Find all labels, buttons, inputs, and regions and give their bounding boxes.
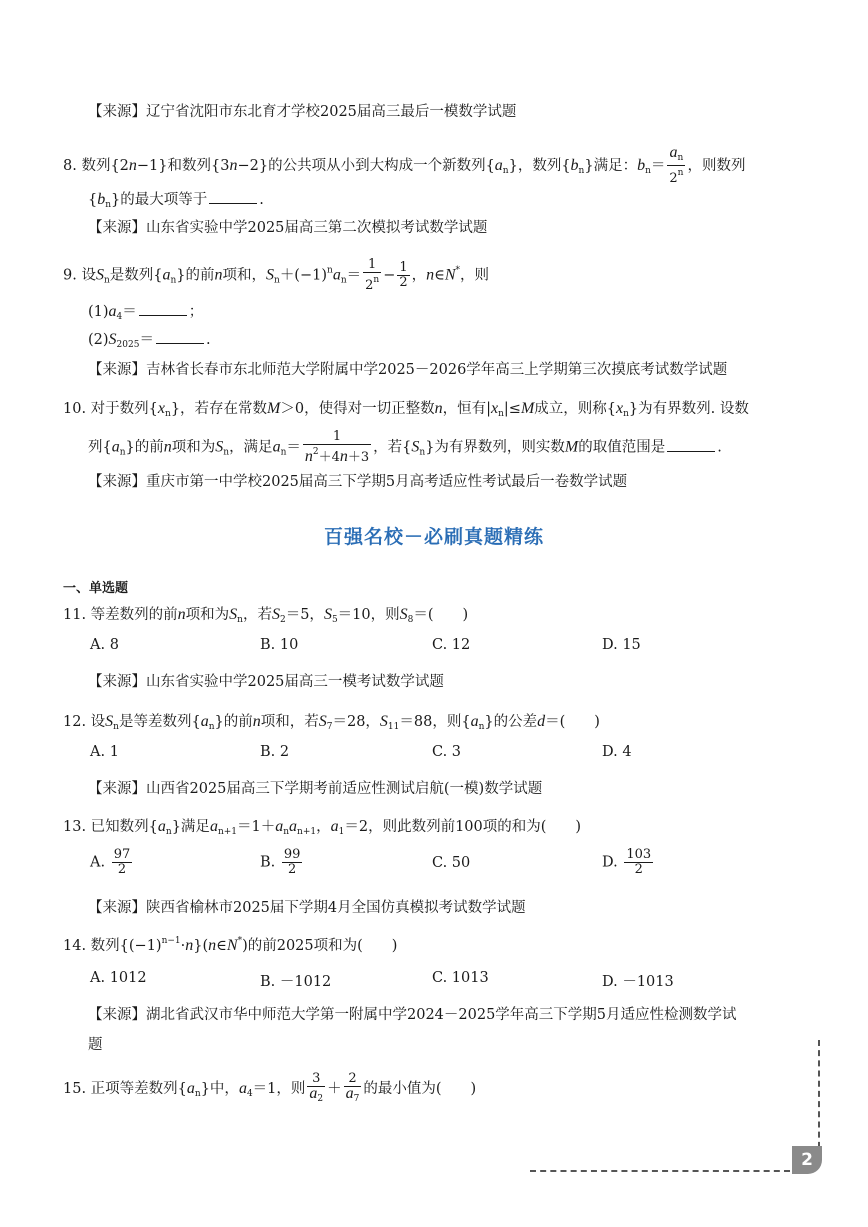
question-11: 11. 等差数列的前n项和为$S_n$，若$S_2=5$，$S_5=10$，则$S_8=$( ) [63, 606, 469, 625]
source-q14: 【来源】湖北省武汉市华中师范大学第一附属中学2024－2025学年高三下学期5月适应性检测数学试 [88, 1007, 737, 1023]
question-10-line1: 10. 对于数列$\{x_n\}$，若存在常数M＞0，使得对一切正整数n，恒有$|x_n|\le M$成立，则称$\{x_n\}$为有界数列. 设数 [63, 400, 749, 419]
choice-b[interactable]: B. $\frac{99}{2}$ [260, 847, 301, 877]
question-10-line2: 列$\{a_n\}$的前n项和为$S_n$，满足$a_n=$ $\frac{1}{n^2+4n+3}$ ，若$\{S_n\}$为有界数列，则实数M的取值范围是 . [88, 429, 722, 465]
question-9-part2: $(2)S_{2025}=$ . [88, 331, 211, 350]
answer-blank[interactable] [139, 303, 187, 316]
source-q8: 【来源】山东省实验中学2025届高三第二次模拟考试数学试题 [88, 220, 488, 236]
answer-blank[interactable] [667, 439, 715, 452]
choice-d[interactable]: D. 4 [602, 744, 632, 760]
page-number: 2 [792, 1146, 822, 1174]
question-15: 15. 正项等差数列$\{a_n\}$中，$a_4=1$，则 $\frac{3}{a_2}$ ＋ $\frac{2}{a_7}$ 的最小值为( ) [63, 1071, 477, 1104]
source-q10: 【来源】重庆市第一中学校2025届高三下学期5月高考适应性考试最后一卷数学试题 [88, 474, 628, 490]
choice-b[interactable]: B. －1012 [260, 974, 332, 990]
choice-c[interactable]: C. 50 [432, 855, 471, 871]
question-9-line1: 9. 设$S_n$是数列$\{a_n\}$的前n项和，$S_n+(-1)^na_n=$ $\frac{1}{2^n}$ − $\frac{1}{2}$ ，n∈N*，则 [63, 257, 490, 293]
choice-b[interactable]: B. 2 [260, 744, 290, 760]
choice-a[interactable]: A. $\frac{97}{2}$ [90, 847, 131, 877]
question-14: 14. 数列$\{(-1)^{n-1}\cdot n\}(n\in N^*)$的前2025项和为( ) [63, 936, 398, 954]
question-8-line2: $\{b_n\}$的最大项等于 . [88, 191, 264, 210]
source-q9: 【来源】吉林省长春市东北师范大学附属中学2025－2026学年高三上学期第三次摸底考试数学试题 [88, 362, 728, 378]
choice-d[interactable]: D. $\frac{103}{2}$ [602, 847, 652, 877]
question-12: 12. 设$S_n$是等差数列$\{a_n\}$的前n项和，若$S_7=28$，$S_{11}=88$，则$\{a_n\}$的公差d＝( ) [63, 713, 600, 732]
answer-blank[interactable] [156, 331, 204, 344]
source-q12: 【来源】山西省2025届高三下学期考前适应性测试启航(一模)数学试题 [88, 781, 543, 797]
section-title: 百强名校－必刷真题精练 [323, 526, 544, 548]
choice-d[interactable]: D. －1013 [602, 974, 674, 990]
source-q14-cont: 题 [88, 1037, 103, 1053]
question-13: 13. 已知数列$\{a_n\}$满足$a_{n+1}=1+a_na_{n+1}$，$a_1=2$，则此数列前100项的和为( ) [63, 818, 582, 837]
choice-a[interactable]: A. 1012 [90, 970, 147, 986]
choice-a[interactable]: A. 8 [90, 637, 119, 653]
answer-blank[interactable] [209, 191, 257, 204]
choice-c[interactable]: C. 3 [432, 744, 462, 760]
choice-b[interactable]: B. 10 [260, 637, 299, 653]
choice-a[interactable]: A. 1 [90, 744, 119, 760]
source-q7: 【来源】辽宁省沈阳市东北育才学校2025届高三最后一模数学试题 [88, 104, 517, 120]
source-q13: 【来源】陕西省榆林市2025届下学期4月全国仿真模拟考试数学试题 [88, 900, 526, 916]
section-subhead: 一、单选题 [63, 581, 129, 596]
source-q11: 【来源】山东省实验中学2025届高三一模考试数学试题 [88, 674, 444, 690]
question-9-part1: $(1)a_4=$ ； [88, 303, 204, 322]
choice-d[interactable]: D. 15 [602, 637, 641, 653]
question-8-line1: 8. 数列{2n−1}和数列{3n−2}的公共项从小到大构成一个新数列$\{a_n\}$，数列$\{b_n\}$满足：$b_n=$ $\frac{a_n}{2^n}$ ，则数列 [63, 144, 746, 186]
dashed-border-horizontal [530, 1170, 790, 1172]
choice-c[interactable]: C. 12 [432, 637, 471, 653]
dashed-border-vertical [818, 1040, 820, 1158]
choice-c[interactable]: C. 1013 [432, 970, 489, 986]
